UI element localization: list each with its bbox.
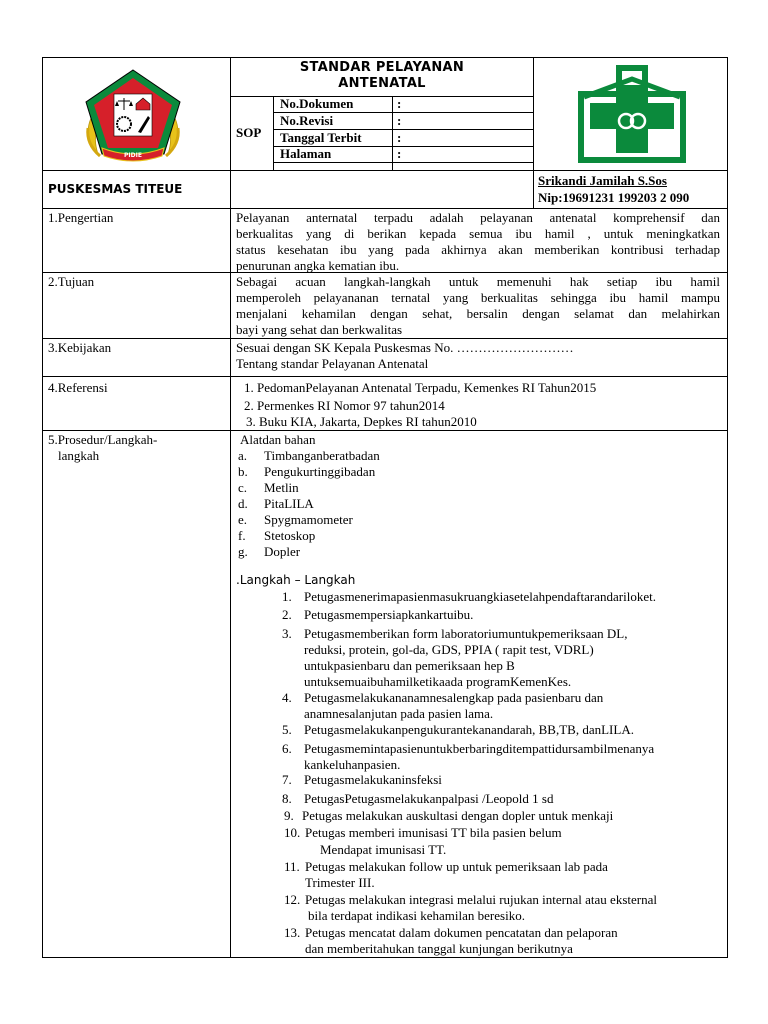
referensi-item: 1. PedomanPelayanan Antenatal Terpadu, Kemenkes RI Tahun2015: [244, 380, 597, 395]
step-number: 12.: [284, 892, 301, 907]
meta-divider: [392, 96, 393, 170]
text-line: bayi yang sehat dan berkwalitas: [236, 322, 403, 337]
section-label-pengertian: 1.Pengertian: [48, 210, 114, 225]
meta-value: :: [397, 96, 402, 111]
row-line: [42, 338, 728, 339]
step-text: anamnesalanjutan pada pasien lama.: [304, 706, 494, 721]
step-text: Petugasmemberikan form laboratoriumuntukpemeriksaan DL,: [304, 626, 628, 641]
signer-nip: Nip:19691231 199203 2 090: [538, 190, 690, 205]
step-number: 13.: [284, 925, 301, 940]
row-line: [42, 170, 728, 171]
step-text: kankeluhanpasien.: [304, 757, 401, 772]
section-label-tujuan: 2.Tujuan: [48, 274, 95, 289]
list-marker: c.: [238, 480, 248, 495]
title-divider: [230, 96, 533, 97]
section-label-kebijakan: 3.Kebijakan: [48, 340, 112, 355]
meta-label: No.Revisi: [280, 113, 334, 128]
meta-row-line: [273, 162, 533, 163]
step-text: dan memberitahukan tanggal kunjungan berikutnya: [305, 941, 573, 956]
meta-label: Tanggal Terbit: [280, 130, 362, 145]
text-line: status kesehatan ibu yang pada akhirnya akan memberikan kontribusi terhadap: [236, 242, 720, 257]
list-marker: a.: [238, 448, 248, 463]
sop-divider: [273, 96, 274, 170]
title-line: ANTENATAL: [338, 76, 426, 91]
step-text: Trimester III.: [305, 875, 375, 890]
border-right: [727, 57, 728, 958]
meta-label: Halaman: [280, 146, 332, 161]
list-item: Pengukurtinggibadan: [264, 464, 376, 479]
step-text: Petugasmelakukanpengukurantekanandarah, BB,TB, danLILA.: [304, 722, 634, 737]
step-text: reduksi, protein, gol-da, GDS, PPIA ( rapit test, VDRL): [304, 642, 594, 657]
document-title: [232, 60, 532, 92]
step-number: 11.: [284, 859, 300, 874]
list-marker: e.: [238, 512, 248, 527]
sop-label: SOP: [236, 125, 262, 140]
list-item: PitaLILA: [264, 496, 314, 511]
step-text: Petugas melakukan follow up untuk pemeriksaan lab pada: [305, 859, 608, 874]
text-line: Pelayanan anternatal terpadu adalah pelayanan antenatal komprehensif dan: [236, 210, 720, 225]
list-marker: d.: [238, 496, 248, 511]
step-number: 3.: [282, 626, 292, 641]
text-line: berkualitas yang di berikan kepada semua ibu hamil , untuk meningkatkan: [236, 226, 720, 241]
step-text: Mendapat imunisasi TT.: [320, 842, 447, 857]
list-item: Spygmamometer: [264, 512, 353, 527]
step-number: 8.: [282, 791, 292, 806]
step-text: Petugas memberi imunisasi TT bila pasien belum: [305, 825, 562, 840]
step-number: 6.: [282, 741, 292, 756]
border-bottom: [42, 957, 728, 958]
step-number: 5.: [282, 722, 292, 737]
kebijakan-line: Sesuai dengan SK Kepala Puskesmas No. ………………………: [236, 340, 574, 355]
list-item: Dopler: [264, 544, 301, 559]
row-line: [42, 208, 728, 209]
step-number: 2.: [282, 607, 292, 622]
step-text: Petugas mencatat dalam dokumen pencatatan dan pelaporan: [305, 925, 618, 940]
referensi-item: 3. Buku KIA, Jakarta, Depkes RI tahun2010: [246, 414, 477, 429]
step-text: PetugasPetugasmelakukanpalpasi /Leopold 1 sd: [304, 791, 554, 806]
step-text: Petugas melakukan auskultasi dengan dopler untuk menkaji: [302, 808, 614, 823]
border-top: [42, 57, 728, 58]
border-left: [42, 57, 43, 958]
step-text: Petugasmelakukaninsfeksi: [304, 772, 442, 787]
title-line: STANDAR PELAYANAN: [299, 60, 465, 75]
step-number: 9.: [284, 808, 294, 823]
step-text: Petugasmenerimapasienmasukruangkiasetelahpendaftarandariloket.: [304, 589, 656, 604]
meta-value: :: [397, 130, 402, 145]
step-number: 7.: [282, 772, 292, 787]
row-line: [42, 430, 728, 431]
list-item: Timbanganberatbadan: [264, 448, 380, 463]
step-text: untuksemuaibuhamilketikaada programKemenKes.: [304, 674, 572, 689]
list-marker: b.: [238, 464, 248, 479]
step-text: Petugas melakukan integrasi melalui rujukan internal atau eksternal: [305, 892, 657, 907]
step-text: Petugasmemintapasienuntukberbaringditempattidursambilmenanya: [304, 741, 655, 756]
text-line: Sebagai acuan langkah-langkah untuk memenuhi hak setiap ibu hamil: [236, 274, 720, 289]
step-number: 1.: [282, 589, 292, 604]
tools-heading: Alatdan bahan: [240, 432, 316, 447]
organization-name: PUSKESMAS TITEUE: [48, 182, 183, 196]
row-line: [42, 376, 728, 377]
puskesmas-logo-icon: [576, 63, 688, 165]
section-label-prosedur-cont: langkah: [58, 448, 100, 463]
list-item: Metlin: [264, 480, 299, 495]
section-label-referensi: 4.Referensi: [48, 380, 108, 395]
step-text: bila terdapat indikasi kehamilan beresiko.: [308, 908, 525, 923]
pidie-emblem-icon: [78, 66, 188, 166]
signer-name: Srikandi Jamilah S.Sos: [538, 173, 667, 188]
section-label-prosedur: 5.Prosedur/Langkah-: [48, 432, 158, 447]
steps-heading: .Langkah – Langkah: [236, 573, 356, 587]
text-line: penurunan angka kematian ibu.: [236, 258, 400, 273]
step-number: 4.: [282, 690, 292, 705]
list-marker: f.: [238, 528, 246, 543]
meta-value: :: [397, 146, 402, 161]
meta-label: No.Dokumen: [280, 96, 354, 111]
step-number: 10.: [284, 825, 301, 840]
step-text: Petugasmelakukananamnesalengkap pada pasienbaru dan: [304, 690, 604, 705]
tujuan-text: [236, 274, 720, 338]
pengertian-text: [236, 210, 720, 274]
meta-value: :: [397, 113, 402, 128]
referensi-item: 2. Permenkes RI Nomor 97 tahun2014: [244, 398, 445, 413]
text-line: menjalani kehamilan dengan sehat, bersalin dengan selamat dan melahirkan: [236, 306, 720, 321]
text-line: memperoleh pelayananan ternatal yang berkualitas sehingga ibu hamil mampu: [236, 290, 720, 305]
emblem-banner-text: PIDIE: [124, 152, 142, 159]
column-divider: [230, 57, 231, 957]
list-item: Stetoskop: [264, 528, 316, 543]
step-text: Petugasmempersiapkankartuibu.: [304, 607, 474, 622]
header-right-divider: [533, 57, 534, 209]
kebijakan-line: Tentang standar Pelayanan Antenatal: [236, 356, 429, 371]
list-marker: g.: [238, 544, 248, 559]
step-text: untukpasienbaru dan pemeriksaan hep B: [304, 658, 515, 673]
